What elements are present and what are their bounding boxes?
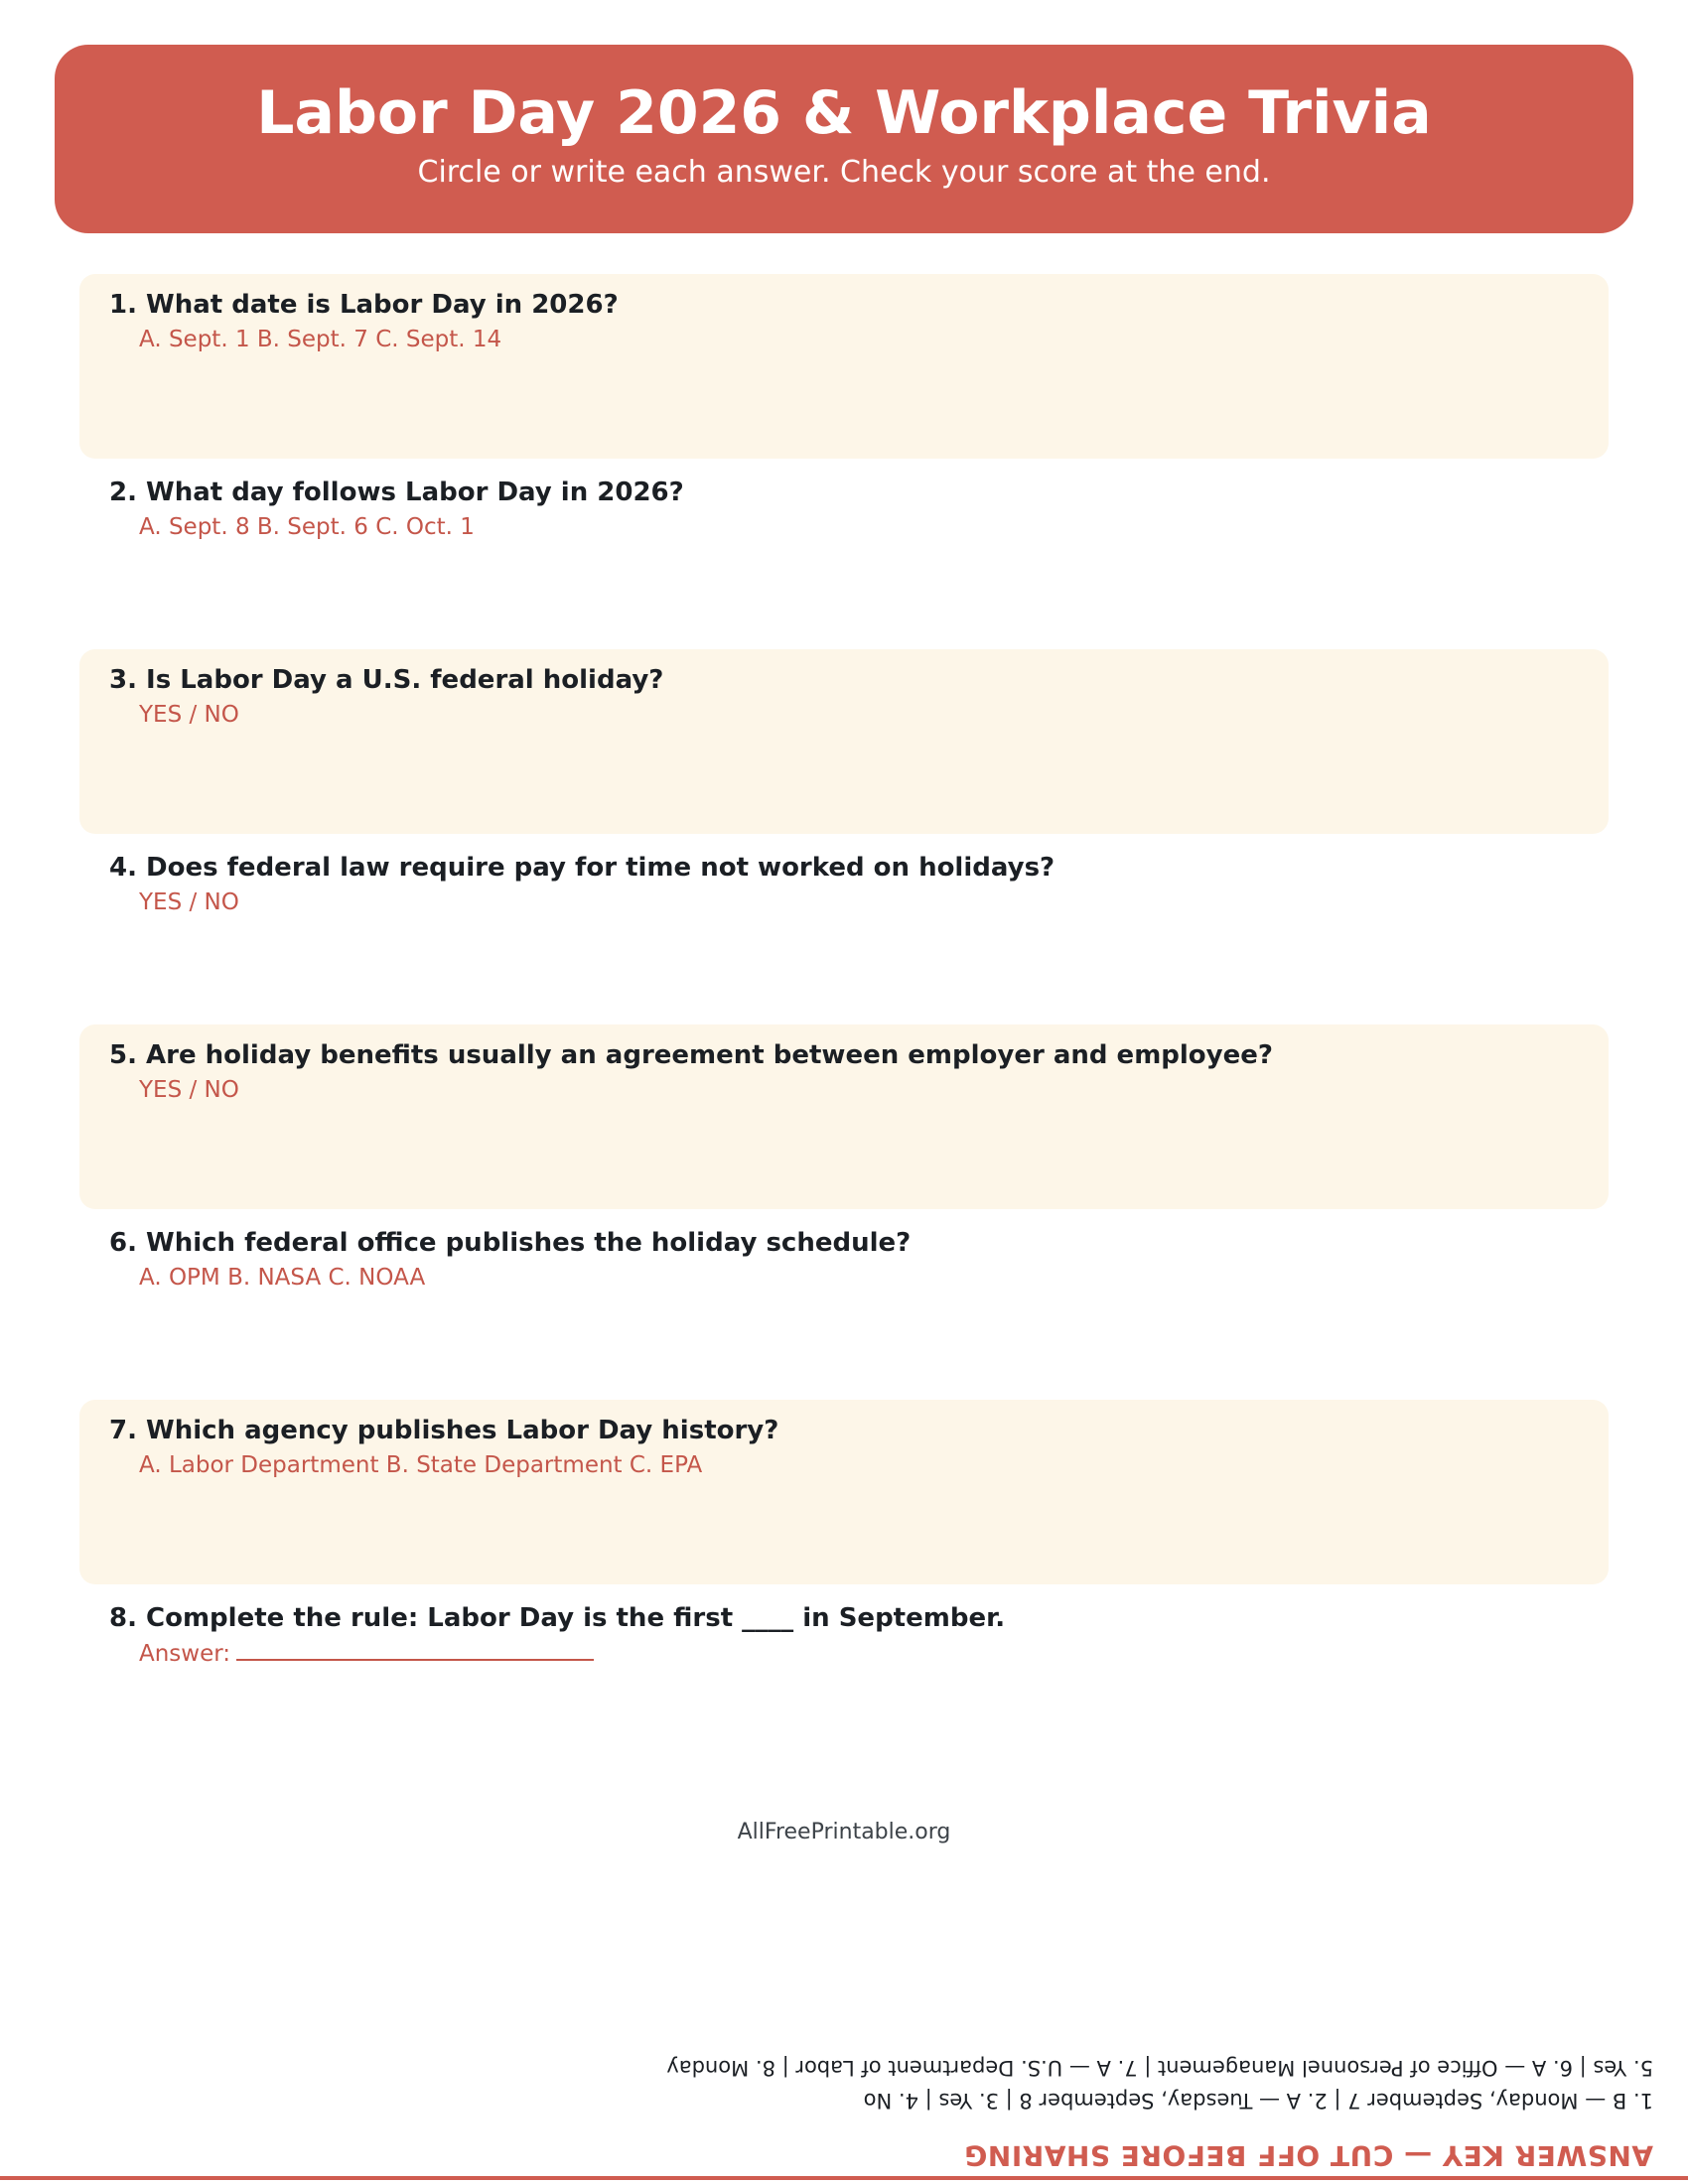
question-text: 6. Which federal office publishes the holiday schedule?	[109, 1228, 912, 1258]
question-text: 2. What day follows Labor Day in 2026?	[109, 478, 684, 507]
question-text: 7. Which agency publishes Labor Day history?	[109, 1416, 779, 1445]
answer-key-line: 1. B — Monday, September 7 | 2. A — Tuesday, September 8 | 3. Yes | 4. No	[863, 2089, 1653, 2113]
answer-options: A. OPM B. NASA C. NOAA	[139, 1265, 426, 1291]
answer-options: A. Sept. 1 B. Sept. 7 C. Sept. 14	[139, 327, 502, 352]
question-5	[79, 1024, 1609, 1209]
question-1	[79, 274, 1609, 459]
answer-options: A. Labor Department B. State Department C. EPA	[139, 1452, 703, 1478]
answer-options: YES / NO	[139, 702, 239, 728]
answer-options: YES / NO	[139, 889, 239, 915]
answer-label: Answer:	[139, 1641, 231, 1667]
question-4	[79, 837, 1609, 1022]
answer-options: YES / NO	[139, 1077, 239, 1103]
answer-write-in	[139, 1637, 594, 1670]
question-text: 5. Are holiday benefits usually an agreement between employer and employee?	[109, 1040, 1273, 1070]
page-title: Labor Day 2026 & Workplace Trivia	[256, 78, 1432, 148]
cut-line-divider	[0, 2176, 1688, 2180]
answer-blank-line[interactable]	[236, 1637, 594, 1661]
question-3	[79, 649, 1609, 834]
answer-key-line: 5. Yes | 6. A — Office of Personnel Management | 7. A — U.S. Department of Labor | 8. Monday	[666, 2056, 1653, 2080]
question-8	[79, 1587, 1609, 1772]
question-text: 1. What date is Labor Day in 2026?	[109, 290, 619, 320]
answer-options: A. Sept. 8 B. Sept. 6 C. Oct. 1	[139, 514, 475, 540]
question-text: 3. Is Labor Day a U.S. federal holiday?	[109, 665, 664, 695]
answer-key-title: ANSWER KEY — CUT OFF BEFORE SHARING	[963, 2139, 1653, 2172]
question-7	[79, 1400, 1609, 1584]
page-subtitle: Circle or write each answer. Check your score at the end.	[417, 155, 1271, 190]
question-text: 8. Complete the rule: Labor Day is the first ____ in September.	[109, 1603, 1006, 1633]
footer-brand: AllFreePrintable.org	[737, 1820, 951, 1844]
question-6	[79, 1212, 1609, 1397]
question-text: 4. Does federal law require pay for time not worked on holidays?	[109, 853, 1055, 883]
answer-key-upside-down	[55, 2040, 1653, 2174]
header-banner	[55, 45, 1633, 233]
question-2	[79, 462, 1609, 646]
